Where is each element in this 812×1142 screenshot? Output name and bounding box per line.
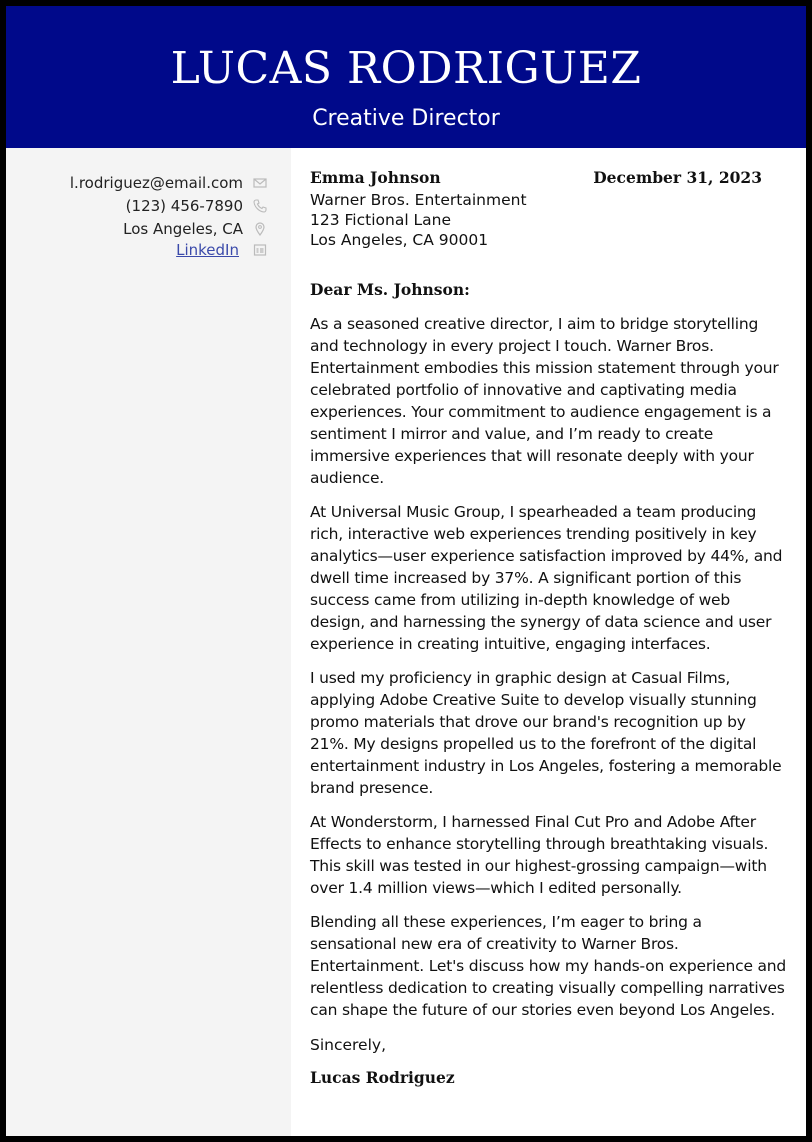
linkedin-link[interactable]: LinkedIn <box>176 241 239 259</box>
contact-phone <box>126 195 267 217</box>
paragraph: At Universal Music Group, I spearheaded a team producing rich, interactive web experiences trending positively in key analytics—user experience satisfaction improved by 44%, and dwell time increased by 37%. A significant portion of this success came from utilizing in-depth knowledge of web design, and harnessing the synergy of data science and user experience in creating intuitive, engaging interfaces. <box>310 503 783 653</box>
salutation: Dear Ms. Johnson: <box>310 280 470 299</box>
applicant-name: LUCAS RODRIGUEZ <box>170 43 642 94</box>
recipient-company: Warner Bros. Entertainment <box>310 191 527 209</box>
contact-location <box>123 218 267 240</box>
phone-text: (123) 456-7890 <box>125 197 243 215</box>
envelope-icon <box>253 176 267 190</box>
signature: Lucas Rodriguez <box>310 1068 455 1087</box>
recipient-name: Emma Johnson <box>310 168 441 187</box>
header-banner <box>6 6 806 148</box>
paragraph: As a seasoned creative director, I aim to bridge storytelling and technology in every project I touch. Warner Bros. Entertainment embodies this mission statement through your celebrated portfolio of innovative and captivating media experiences. Your commitment to audience engagement is a sentiment I mirror and value, and I’m ready to create immersive experiences that will resonate deeply with your audience. <box>310 315 779 487</box>
location-text: Los Angeles, CA <box>123 220 243 238</box>
recipient-street: 123 Fictional Lane <box>310 211 452 229</box>
paragraph: I used my proficiency in graphic design at Casual Films, applying Adobe Creative Suite to develop visually stunning promo materials that drove our brand's recognition up by 21%. My designs propelled us to the forefront of the digital entertainment industry in Los Angeles, fostering a memorable brand presence. <box>310 669 782 797</box>
contact-email <box>70 172 267 194</box>
email-text: l.rodriguez@email.com <box>69 174 243 192</box>
contact-linkedin <box>176 239 267 261</box>
applicant-title: Creative Director <box>312 106 500 131</box>
map-pin-icon <box>253 222 267 236</box>
closing: Sincerely, <box>310 1036 387 1054</box>
paragraph: At Wonderstorm, I harnessed Final Cut Pro and Adobe After Effects to enhance storytelling through breathtaking visuals. This skill was tested in our highest-grossing campaign—with over 1.4 million views—which I edited personally. <box>310 813 769 897</box>
contact-sidebar <box>6 148 291 1136</box>
linkedin-icon <box>253 243 267 257</box>
recipient-city: Los Angeles, CA 90001 <box>310 231 489 249</box>
paragraph: Blending all these experiences, I’m eager to bring a sensational new era of creativity to Warner Bros. Entertainment. Let's discuss how my hands-on experience and relentless dedication to creating visually compelling narratives can shape the future of our stories even beyond Los Angeles. <box>310 913 787 1019</box>
letter-date: December 31, 2023 <box>593 168 762 187</box>
phone-icon <box>253 199 267 213</box>
cover-letter-page <box>6 6 806 1136</box>
